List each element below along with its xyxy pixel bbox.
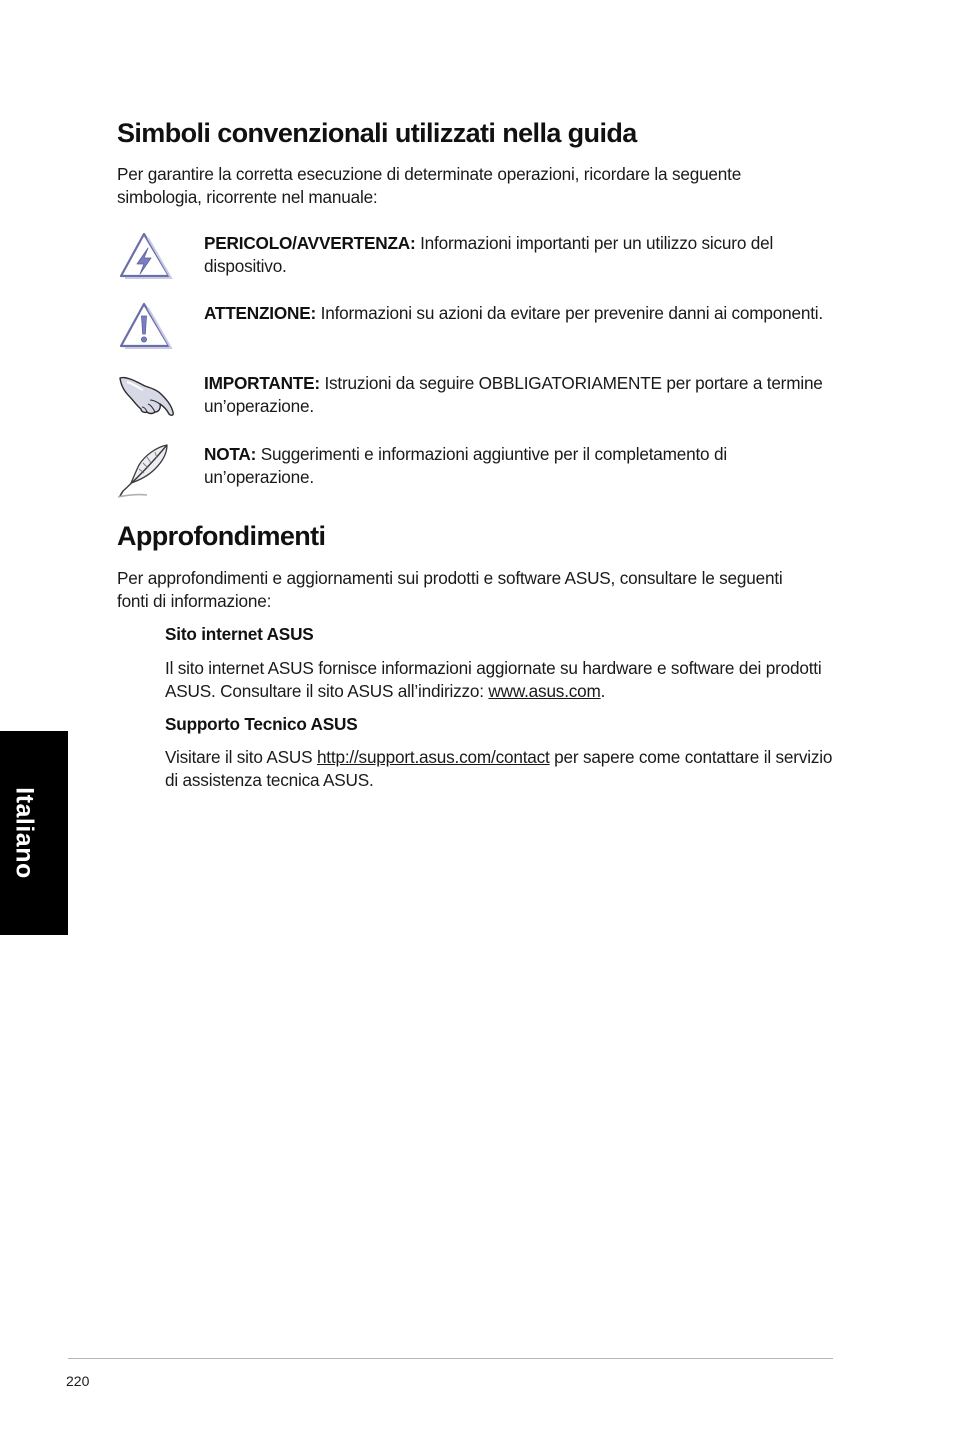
notice-note-label: NOTA: xyxy=(204,444,257,464)
notice-note xyxy=(117,443,837,503)
support-text: Visitare il sito ASUS xyxy=(165,747,317,767)
symbols-intro: Per garantire la corretta esecuzione di determinate operazioni, ricordare la seguente simbologia, ricorrente nel manuale: xyxy=(117,164,742,207)
language-side-label: Italiano xyxy=(10,787,39,879)
notice-warning xyxy=(117,232,837,292)
notice-warning-body: Informazioni importanti per un utilizzo sicuro del dispositivo. xyxy=(204,233,774,276)
asus-support-link[interactable]: http://support.asus.com/contact xyxy=(316,747,550,767)
footer-divider xyxy=(68,1358,833,1359)
website-paragraph xyxy=(165,657,845,703)
pointing-hand-icon xyxy=(117,372,175,430)
notice-note-body: Suggerimenti e informazioni aggiuntive per il completamento di un’operazione. xyxy=(204,444,727,487)
notice-important-text xyxy=(204,372,824,418)
website-heading: Sito internet ASUS xyxy=(165,624,314,644)
support-paragraph xyxy=(165,746,845,792)
support-text-end: per sapere come contattare il servizio di assistenza tecnica ASUS. xyxy=(165,747,833,790)
notice-warning-label: PERICOLO/AVVERTENZA: xyxy=(204,233,416,253)
support-heading: Supporto Tecnico ASUS xyxy=(165,714,358,734)
notice-warning-text xyxy=(204,232,824,278)
notice-important-body: Istruzioni da seguire OBBLIGATORIAMENTE per portare a termine un’operazione. xyxy=(204,373,823,416)
notice-important-label: IMPORTANTE: xyxy=(204,373,320,393)
notice-caution xyxy=(117,302,837,362)
notice-caution-text xyxy=(204,302,824,325)
symbols-section-title: Simboli convenzionali utilizzati nella guida xyxy=(117,118,637,148)
page-number: 220 xyxy=(66,1373,90,1389)
notice-caution-label: ATTENZIONE: xyxy=(204,303,317,323)
asus-website-link[interactable]: www.asus.com xyxy=(488,681,601,701)
website-text: Il sito internet ASUS fornisce informazioni aggiornate su hardware e software dei prodotti ASUS. Consultare il sito ASUS all’indirizzo: xyxy=(165,658,822,701)
lightning-warning-icon xyxy=(117,232,175,290)
notice-caution-body: Informazioni su azioni da evitare per prevenire danni ai componenti. xyxy=(316,303,823,323)
info-intro: Per approfondimenti e aggiornamenti sui prodotti e software ASUS, consultare le seguenti fonti di informazione: xyxy=(117,568,783,611)
notice-important xyxy=(117,372,837,432)
language-side-tab xyxy=(0,731,68,935)
info-section-title: Approfondimenti xyxy=(117,521,326,551)
exclamation-caution-icon xyxy=(117,302,175,360)
quill-pen-icon xyxy=(117,443,175,501)
notice-note-text xyxy=(204,443,824,489)
website-text-end: . xyxy=(600,681,606,701)
